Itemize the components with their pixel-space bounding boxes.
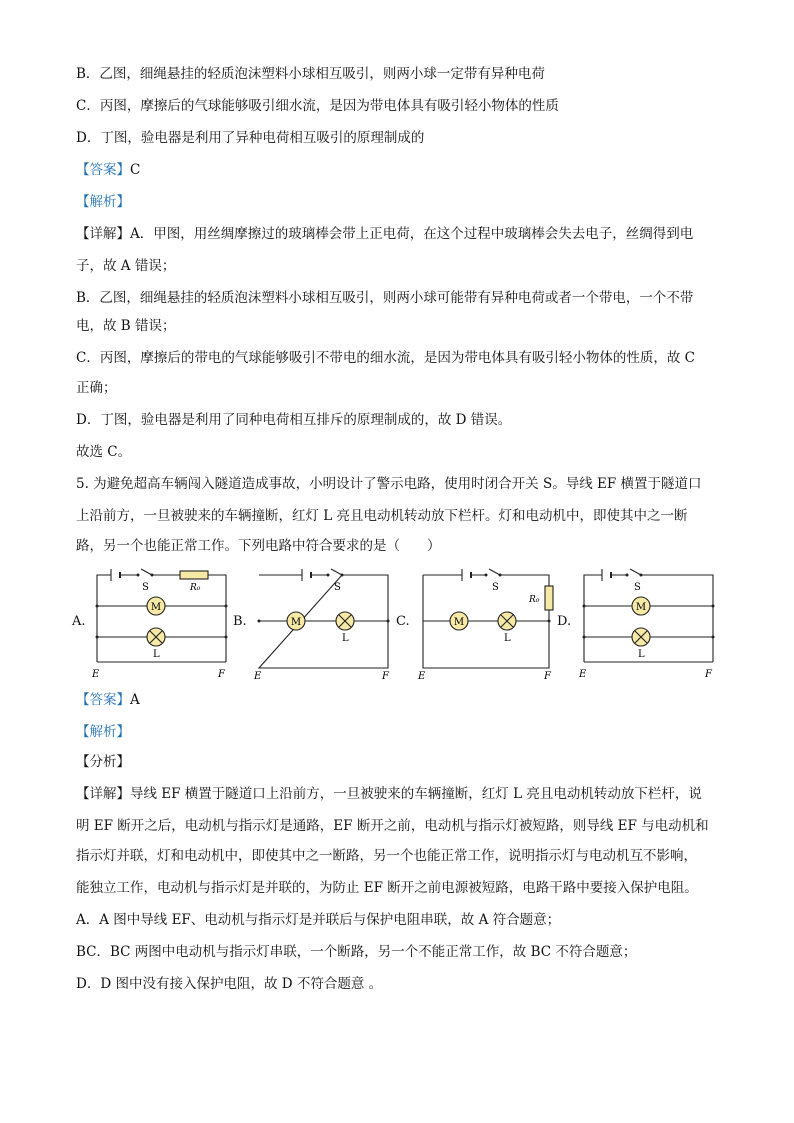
circuit-option-b-label: B.	[233, 614, 247, 629]
switch-label: S	[334, 582, 341, 593]
q5-answer	[76, 690, 140, 710]
lamp-label: L	[342, 633, 349, 644]
resistor-symbol	[545, 586, 553, 610]
circuit-diagram-b	[252, 566, 392, 681]
q5-fenxi-tag: 【分析】	[76, 754, 130, 770]
switch-label: S	[142, 582, 149, 593]
detail-tag: 【详解】	[76, 786, 130, 802]
q5-detail-line-1	[76, 784, 702, 804]
q4-detail-line-5: C．丙图，摩擦后的带电的气球能够吸引不带电的细水流，是因为带电体具有吸引轻小物体的性质，故 C	[76, 350, 695, 366]
q5-detail-line-5: A．A 图中导线 EF、电动机与指示灯是并联后与保护电阻串联，故 A 符合题意；	[76, 912, 561, 928]
battery-symbol	[302, 569, 311, 581]
circuit-option-a-label: A.	[72, 614, 86, 629]
circuit-option-d-label: D.	[557, 614, 572, 629]
q5-detail-line-7: D．D 图中没有接入保护电阻，故 D 不符合题意 。	[76, 976, 383, 992]
q4-analysis-tag: 【解析】	[76, 194, 130, 210]
q5-detail-line-2: 明 EF 断开之后，电动机与指示灯是通路，EF 断开之前，电动机与指示灯被短路，则导线 EF 与电动机和	[76, 818, 709, 834]
circuit-option-c-label: C.	[396, 614, 410, 629]
end-f-label: F	[705, 669, 712, 680]
lamp-symbol	[336, 612, 354, 630]
end-e-label: E	[418, 671, 426, 682]
detail-text: A．甲图，用丝绸摩擦过的玻璃棒会带上正电荷，在这个过程中玻璃棒会失去电子，丝绸得到电	[130, 226, 694, 242]
end-f-label: F	[382, 671, 389, 682]
q4-detail-line-4: 电，故 B 错误；	[76, 318, 176, 334]
resistor-label: R₀	[190, 583, 201, 593]
battery-symbol	[111, 569, 120, 581]
answer-tag: 【答案】	[76, 692, 130, 708]
answer-value: C	[130, 162, 141, 178]
switch-label: S	[634, 582, 641, 593]
q5-analysis-tag: 【解析】	[76, 724, 130, 740]
lamp-label: L	[153, 649, 160, 660]
lamp-label: L	[504, 633, 511, 644]
answer-value: A	[130, 692, 140, 708]
lamp-symbol	[632, 628, 650, 646]
q5-detail-line-3: 指示灯并联，灯和电动机中，即使其中之一断路，另一个也能正常工作，说明指示灯与电动机互不影响，	[76, 848, 697, 864]
motor-label: M	[150, 602, 162, 613]
circuit-diagram-d	[577, 566, 717, 681]
q5-stem-line-1: 5. 为避免超高车辆闯入隧道造成事故，小明设计了警示电路，使用时闭合开关 S。导线 EF 横置于隧道口	[76, 476, 702, 492]
detail-text: 导线 EF 横置于隧道口上沿前方，一旦被驶来的车辆撞断，红灯 L 亮且电动机转动放下栏杆，说	[130, 786, 702, 802]
end-e-label: E	[579, 669, 587, 680]
lamp-symbol	[147, 628, 165, 646]
end-e-label: E	[92, 669, 100, 680]
q4-detail-line-6: 正确；	[76, 380, 117, 396]
battery-symbol	[462, 569, 471, 581]
answer-tag: 【答案】	[76, 162, 130, 178]
circuit-diagram-c	[416, 566, 556, 681]
q4-detail-line-8: 故选 C。	[76, 444, 132, 460]
switch-label: S	[492, 582, 499, 593]
q5-stem-line-3: 路，另一个也能正常工作。下列电路中符合要求的是（ ）	[76, 538, 441, 554]
battery-symbol	[602, 569, 611, 581]
end-e-label: E	[254, 671, 262, 682]
q5-stem-line-2: 上沿前方，一旦被驶来的车辆撞断，红灯 L 亮且电动机转动放下栏杆。灯和电动机中，即使其中之一断	[76, 508, 688, 524]
lamp-symbol	[498, 612, 516, 630]
q4-option-d: D．丁图，验电器是利用了异种电荷相互吸引的原理制成的	[76, 130, 425, 146]
circuit-diagram-a	[90, 566, 230, 681]
end-f-label: F	[544, 671, 551, 682]
resistor-symbol	[180, 571, 208, 579]
q4-option-c: C．丙图，摩擦后的气球能够吸引细水流，是因为带电体具有吸引轻小物体的性质	[76, 98, 559, 114]
motor-label: M	[635, 602, 647, 613]
q4-detail-line-1	[76, 224, 693, 244]
detail-tag: 【详解】	[76, 226, 130, 242]
q4-answer	[76, 160, 140, 180]
lamp-label: L	[638, 649, 645, 660]
q5-detail-line-4: 能独立工作，电动机与指示灯是并联的，为防止 EF 断开之前电源被短路，电路干路中要接入保护电阻。	[76, 880, 698, 896]
motor-label: M	[290, 617, 302, 628]
q4-option-b: B．乙图，细绳悬挂的轻质泡沫塑料小球相互吸引，则两小球一定带有异种电荷	[76, 66, 545, 82]
q4-detail-line-3: B．乙图，细绳悬挂的轻质泡沫塑料小球相互吸引，则两小球可能带有异种电荷或者一个带电，一个不带	[76, 290, 694, 306]
q5-detail-line-6: BC．BC 两图中电动机与指示灯串联，一个断路，另一个不能正常工作，故 BC 不符合题意；	[76, 944, 637, 960]
end-f-label: F	[218, 669, 225, 680]
q4-detail-line-7: D．丁图，验电器是利用了同种电荷相互排斥的原理制成的，故 D 错误。	[76, 412, 512, 428]
q4-detail-line-2: 子，故 A 错误；	[76, 258, 176, 274]
resistor-label: R₀	[529, 595, 540, 605]
motor-label: M	[453, 617, 465, 628]
